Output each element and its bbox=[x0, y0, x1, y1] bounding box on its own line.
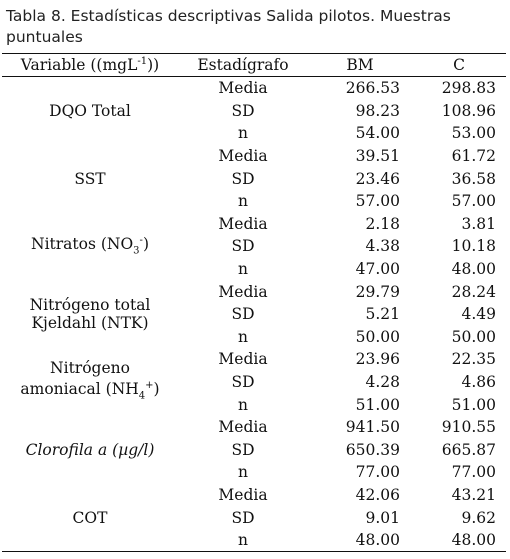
variable-label-line-2: Kjeldahl (NTK) bbox=[31, 314, 149, 333]
stat-label: n bbox=[238, 395, 248, 414]
c-value: 108.96 bbox=[441, 101, 496, 120]
bm-value: 29.79 bbox=[355, 282, 400, 301]
c-value: 28.24 bbox=[451, 282, 496, 301]
c-value: 48.00 bbox=[451, 260, 496, 279]
variable-label: COT bbox=[72, 508, 108, 527]
variable-label: SST bbox=[74, 169, 106, 188]
stat-label: Media bbox=[218, 485, 268, 504]
stat-label: SD bbox=[231, 440, 255, 459]
bm-value: 39.51 bbox=[355, 147, 400, 166]
stat-label: SD bbox=[231, 169, 255, 188]
bm-value: 5.21 bbox=[365, 305, 400, 324]
header-bm: BM bbox=[308, 54, 412, 77]
table-row bbox=[2, 348, 506, 371]
c-value: 3.81 bbox=[461, 214, 496, 233]
c-value: 10.18 bbox=[451, 237, 496, 256]
stat-label: Media bbox=[218, 350, 268, 369]
header-variable bbox=[2, 54, 178, 77]
table-row bbox=[2, 145, 506, 168]
bm-value: 54.00 bbox=[355, 124, 400, 143]
variable-label-main: amoniacal (NH bbox=[20, 380, 139, 399]
c-value: 77.00 bbox=[451, 463, 496, 482]
c-value: 36.58 bbox=[451, 169, 496, 188]
c-value: 57.00 bbox=[451, 192, 496, 211]
bm-value: 51.00 bbox=[355, 395, 400, 414]
stat-label: n bbox=[238, 192, 248, 211]
bm-value: 4.28 bbox=[365, 373, 400, 392]
stat-label: Media bbox=[218, 147, 268, 166]
bm-value: 50.00 bbox=[355, 327, 400, 346]
variable-dqo-total bbox=[2, 77, 178, 145]
variable-label: DQO Total bbox=[49, 101, 131, 120]
variable-label-line-1: Nitrógeno total bbox=[29, 296, 151, 315]
variable-label-line-2 bbox=[2, 377, 178, 405]
bm-value: 23.46 bbox=[355, 169, 400, 188]
stat-label: Media bbox=[218, 418, 268, 437]
header-variable-sup: -1 bbox=[137, 55, 148, 67]
bm-value: 23.96 bbox=[355, 350, 400, 369]
stat-label: SD bbox=[231, 373, 255, 392]
header-estadigrafo: Estadígrafo bbox=[178, 54, 308, 77]
table-row bbox=[2, 280, 506, 303]
header-c: C bbox=[412, 54, 506, 77]
c-value: 48.00 bbox=[412, 529, 506, 552]
bm-value: 42.06 bbox=[355, 485, 400, 504]
variable-label-sub: 4 bbox=[138, 390, 146, 402]
table-row bbox=[2, 416, 506, 439]
stat-label: Media bbox=[218, 214, 268, 233]
header-variable-suffix: )) bbox=[147, 56, 160, 75]
table-caption bbox=[6, 6, 506, 48]
c-value: 910.55 bbox=[441, 418, 496, 437]
stat-label: n bbox=[238, 124, 248, 143]
stat-label: Media bbox=[218, 282, 268, 301]
stat-label: SD bbox=[231, 508, 255, 527]
variable-label: Clorofila a (µg/l) bbox=[25, 440, 155, 459]
stat-label: SD bbox=[231, 305, 255, 324]
c-value: 53.00 bbox=[451, 124, 496, 143]
c-value: 50.00 bbox=[451, 327, 496, 346]
variable-label: Nitratos (NO bbox=[31, 235, 134, 254]
bm-value: 9.01 bbox=[365, 508, 400, 527]
variable-sst bbox=[2, 145, 178, 213]
variable-label-tail: ) bbox=[142, 235, 149, 254]
c-value: 4.86 bbox=[461, 373, 496, 392]
caption-line-2: puntuales bbox=[6, 28, 83, 46]
variable-ntk bbox=[2, 280, 178, 348]
c-value: 43.21 bbox=[451, 485, 496, 504]
variable-nitratos bbox=[2, 213, 178, 281]
c-value: 61.72 bbox=[451, 147, 496, 166]
stat-label: n bbox=[238, 463, 248, 482]
bm-value: 4.38 bbox=[365, 237, 400, 256]
stat-label: n bbox=[178, 529, 308, 552]
variable-cot bbox=[2, 484, 178, 552]
variable-label-line-1: Nitrógeno bbox=[50, 358, 130, 377]
stat-label: SD bbox=[231, 237, 255, 256]
stat-label: n bbox=[238, 327, 248, 346]
c-value: 665.87 bbox=[441, 440, 496, 459]
stat-label: SD bbox=[231, 101, 255, 120]
header-variable-prefix: Variable ((mgL bbox=[20, 56, 138, 75]
bm-value: 650.39 bbox=[345, 440, 400, 459]
table-body bbox=[2, 77, 506, 552]
header-row bbox=[2, 54, 506, 77]
table-row bbox=[2, 484, 506, 507]
table-row bbox=[2, 213, 506, 236]
bm-value: 57.00 bbox=[355, 192, 400, 211]
bm-value: 941.50 bbox=[345, 418, 400, 437]
bm-value: 47.00 bbox=[355, 260, 400, 279]
bm-value: 77.00 bbox=[355, 463, 400, 482]
c-value: 298.83 bbox=[441, 79, 496, 98]
stat-label: n bbox=[238, 260, 248, 279]
bm-value: 98.23 bbox=[355, 101, 400, 120]
variable-label-tail: ) bbox=[153, 380, 160, 399]
variable-label-sub: 3 bbox=[133, 245, 140, 257]
stat-label: Media bbox=[218, 79, 268, 98]
variable-clorofila bbox=[2, 416, 178, 484]
c-value: 51.00 bbox=[451, 395, 496, 414]
variable-label-sup: + bbox=[145, 379, 154, 391]
bm-value: 2.18 bbox=[365, 214, 400, 233]
bm-value: 266.53 bbox=[345, 79, 400, 98]
bm-value: 48.00 bbox=[308, 529, 412, 552]
variable-label-sup: - bbox=[139, 235, 143, 247]
table-row bbox=[2, 77, 506, 100]
c-value: 22.35 bbox=[451, 350, 496, 369]
caption-line-1: Tabla 8. Estadísticas descriptivas Salida pilotos. Muestras bbox=[6, 7, 451, 25]
c-value: 4.49 bbox=[461, 305, 496, 324]
statistics-table bbox=[2, 53, 506, 552]
c-value: 9.62 bbox=[461, 508, 496, 527]
variable-nitrogeno-amoniacal bbox=[2, 348, 178, 416]
